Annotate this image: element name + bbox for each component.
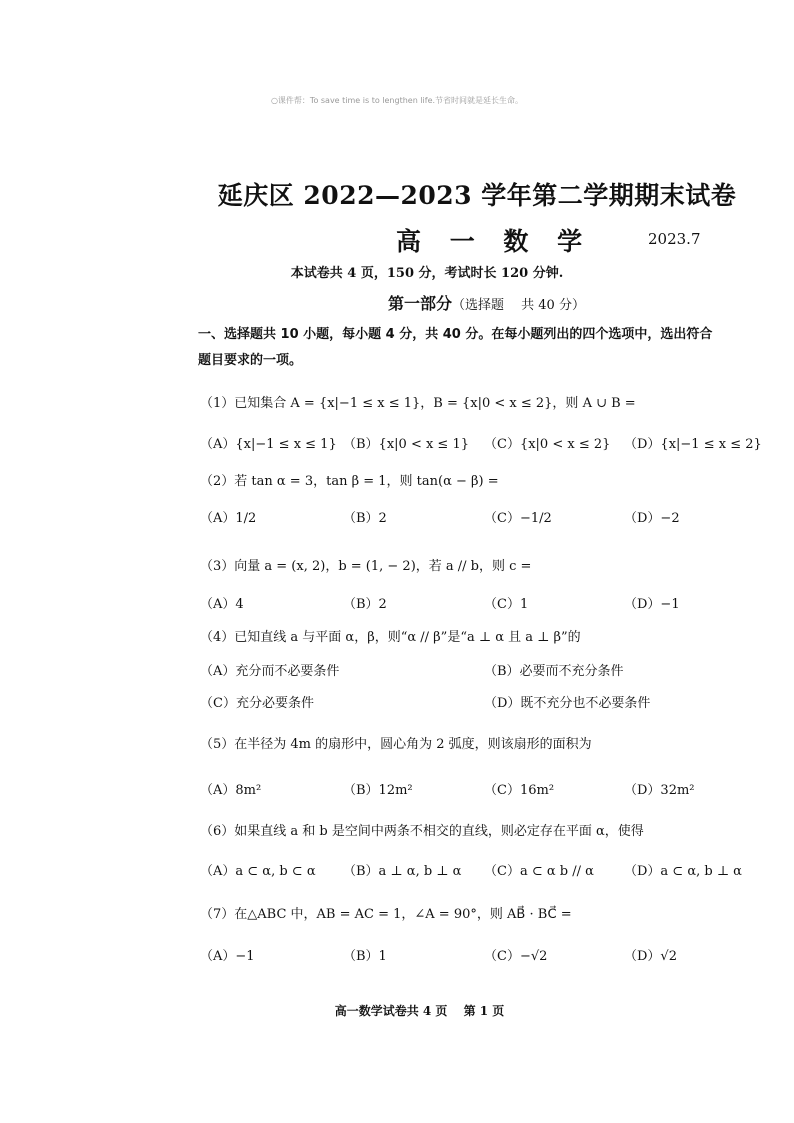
exam-date: 2023.7: [648, 230, 701, 248]
instructions-line-1: 一、选择题共 10 小题，每小题 4 分，共 40 分。在每小题列出的四个选项中，选出符合: [198, 327, 713, 342]
question-1-option-c: （C）{x|0 < x ≤ 2}: [484, 437, 611, 452]
question-1-option-a: （A）{x|−1 ≤ x ≤ 1}: [200, 437, 337, 452]
question-6-option-d: （D）a ⊂ α, b ⊥ α: [624, 864, 742, 879]
question-6-stem: （6）如果直线 a 和 b 是空间中两条不相交的直线，则必定存在平面 α，使得: [200, 824, 644, 839]
question-3-option-d: （D）−1: [624, 597, 680, 612]
question-6-option-a: （A）a ⊂ α, b ⊂ α: [200, 864, 316, 879]
question-2-option-b: （B）2: [343, 511, 387, 526]
question-4-stem: （4）已知直线 a 与平面 α，β，则“α // β”是“a ⊥ α 且 a ⊥ β”的: [200, 630, 581, 645]
question-5-option-d: （D）32m²: [624, 783, 695, 798]
part-title: 第一部分: [388, 294, 453, 313]
question-7-option-a: （A）−1: [200, 949, 255, 964]
question-2-option-a: （A）1/2: [200, 511, 257, 526]
question-1-option-d: （D）{x|−1 ≤ x ≤ 2}: [624, 437, 762, 452]
question-3-option-c: （C）1: [484, 597, 529, 612]
question-5-option-c: （C）16m²: [484, 783, 555, 798]
question-4-option-d: （D）既不充分也不必要条件: [484, 696, 651, 711]
question-5-option-b: （B）12m²: [343, 783, 413, 798]
question-5-stem: （5）在半径为 4m 的扇形中，圆心角为 2 弧度，则该扇形的面积为: [200, 737, 592, 752]
question-6-option-b: （B）a ⊥ α, b ⊥ α: [343, 864, 462, 879]
question-3-stem: （3）向量 a = (x, 2)，b = (1, − 2)，若 a // b，则 c =: [200, 559, 532, 574]
question-2-stem: （2）若 tan α = 3，tan β = 1，则 tan(α − β) =: [200, 474, 499, 489]
question-6-option-c: （C）a ⊂ α b // α: [484, 864, 594, 879]
exam-title: 延庆区 2022—2023 学年第二学期期末试卷: [217, 181, 737, 210]
question-4-option-a: （A）充分而不必要条件: [200, 664, 340, 679]
instructions-line-2: 题目要求的一项。: [198, 353, 303, 368]
page-footer: 高一数学试卷共 4 页 第 1 页: [334, 1004, 505, 1018]
exam-intro: 本试卷共 4 页，150 分，考试时长 120 分钟.: [290, 266, 564, 281]
question-7-option-b: （B）1: [343, 949, 387, 964]
question-7-option-c: （C）−√2: [484, 949, 548, 964]
question-7-stem: （7）在△ABC 中，AB = AC = 1，∠A = 90°，则 AB⃗ · BC⃗ =: [200, 907, 572, 922]
part-heading: [388, 291, 585, 314]
question-3-option-b: （B）2: [343, 597, 387, 612]
exam-subject: 高 一 数 学: [396, 227, 593, 256]
question-1-stem: （1）已知集合 A = {x|−1 ≤ x ≤ 1}，B = {x|0 < x ≤ 2}，则 A ∪ B =: [200, 396, 636, 411]
question-3-option-a: （A）4: [200, 597, 244, 612]
watermark: ○课件帮：To save time is to lengthen life.节省时间就是延长生命。: [270, 96, 524, 105]
question-5-option-a: （A）8m²: [200, 783, 262, 798]
question-7-option-d: （D）√2: [624, 949, 677, 964]
question-2-option-d: （D）−2: [624, 511, 680, 526]
question-1-option-b: （B）{x|0 < x ≤ 1}: [343, 437, 469, 452]
question-4-option-b: （B）必要而不充分条件: [484, 664, 624, 679]
part-note: （选择题 共 40 分）: [452, 298, 585, 313]
question-2-option-c: （C）−1/2: [484, 511, 552, 526]
question-4-option-c: （C）充分必要条件: [200, 696, 314, 711]
